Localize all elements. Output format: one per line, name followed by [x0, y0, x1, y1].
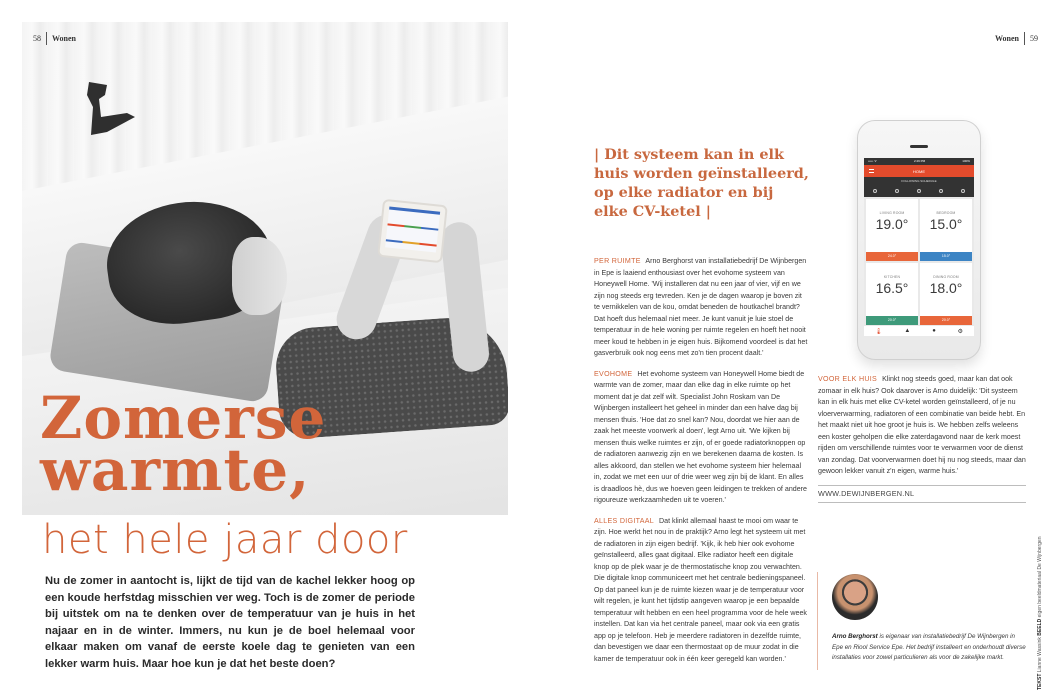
power-icon [961, 189, 965, 193]
section-text: Het evohome systeem van Honeywell Home biedt de warmte van de zomer, maar dan elke dag in elke ruimte op het moment dat je dat zelf wilt. Specialist John Roskam van De Wijnbergen installeert het geheel in minder dan een halve dag bij mensen thuis. 'Hoe dat zo snel kan? Nou, doordat we hier aan de zaak het meeste voorwerk al doen', legt Arno uit. 'We kijken bij mensen thuis welke ruimtes er zijn, of er goede radiatorknoppen op de radiatoren aanwezig zijn en we berekenen daarna de kosten. Is alles akkoord, dan stellen we het evohome systeem hier helemaal in, zodat we met een uur of drie weer weg zijn bij de klant. En alles is draadloos hè, dus we hoeven geen leidingen te trekken of andere rigoureuze werkzaamheden uit te voeren.' [594, 369, 807, 504]
section-evohome [594, 369, 809, 507]
battery-level: 100% [962, 159, 970, 163]
credit-text-author: Lianne Wassink [1037, 637, 1043, 673]
folio-left [33, 32, 76, 45]
zone-setpoint: 20.0° [866, 316, 918, 325]
section-lead: PER RUIMTE [594, 257, 641, 265]
section-name: Wonen [52, 34, 77, 43]
page-number: 59 [1030, 34, 1038, 43]
signal-icon: ••••• ᯤ [868, 159, 877, 163]
section-alles-digitaal [594, 516, 809, 666]
away-mode-icon [917, 189, 921, 193]
profile-bio [832, 632, 1027, 664]
zone-setpoint: 24.0° [866, 252, 918, 261]
phone-speaker [910, 145, 928, 148]
headline [40, 384, 327, 504]
headline-line-2: warmte, [40, 436, 311, 504]
app-header-title: HOME [913, 168, 925, 174]
app-bottom-nav [864, 326, 974, 336]
settings-gear-icon: ⚙ [957, 328, 964, 335]
zone-tile [866, 263, 918, 325]
woman-face [232, 237, 287, 315]
article-column-middle [594, 256, 809, 674]
status-time: 2:29 PM [913, 159, 926, 163]
controller-screen [385, 206, 440, 252]
profile-box [817, 572, 1027, 670]
profile-name: Arno Berghorst [832, 633, 878, 640]
hot-water-icon: ● [932, 328, 936, 334]
zone-temp: 18.0° [929, 280, 963, 296]
app-header [864, 165, 974, 177]
website-link[interactable]: WWW.DEWIJNBERGEN.NL [818, 485, 1026, 503]
rocking-horse-figure [77, 77, 147, 157]
section-voor-elk-huis [818, 374, 1026, 478]
headline-line-1: Zomerse [40, 384, 327, 452]
section-text: Dat klinkt allemaal haast te mooi om waar te zijn. Hoe werkt het nou in de praktijk? Arno legt het systeem uit met de radiatoren in zijn eigen bedrijf. 'Kijk, ik heb hier ook evohome geïnstalleerd, alles gaat digitaal. Elke radiator heeft een digitale knop op de plek waar je de thermostatische knop zou verwachten. Die digitale knop communiceert met het centrale bedieningspaneel. Op dat paneel kun je de ruimte kiezen waar je de temperatuur voor wilt regelen, je kunt het tijdstip aangeven waarop je een bepaalde temperatuur wilt hebben en een heel programma voor de hele week instellen. Dat kan via het centrale paneel, maar ook via een gratis app op je telefoon. Heb je meerdere radiatoren in dezelfde ruimte, dan bevestigen we daar een thermostaat op de muur zodat in die kamer de temperatuur ook in één keer geregeld kan worden.' [594, 516, 807, 663]
intro-paragraph: Nu de zomer in aantocht is, lijkt de tijd van de kachel lekker hoog op een koude herfstdag misschien ver weg. Toch is de zomer de periode bij uitstek om na te denken over de temperatuur van je huis in het najaar en in de winter. Immers, nu kun je de boel helemaal voor elkaar maken om vanaf de eerste koele dag te genieten van een lekker warm huis. Maar hoe kun je dat het beste doen? [45, 575, 415, 670]
avatar [832, 574, 878, 620]
section-lead: ALLES DIGITAAL [594, 516, 655, 525]
zone-tile [920, 199, 972, 261]
economy-mode-icon [895, 189, 899, 193]
thermometer-icon: 🌡 [874, 328, 883, 335]
zone-tiles [864, 197, 974, 327]
pull-quote: | Dit systeem kan in elk huis worden geïnstalleerd, op elke radiator en bij elke CV-ketel | [594, 146, 809, 220]
app-mode-icons [864, 185, 974, 197]
zone-room: DINING ROOM [933, 275, 959, 279]
article-column-right [818, 374, 1026, 487]
zone-room: LIVING ROOM [879, 211, 905, 215]
headline-subline: het hele jaar door [42, 517, 408, 563]
section-lead: EVOHOME [594, 369, 633, 378]
zone-room: KITCHEN [883, 275, 901, 279]
zone-temp: 15.0° [929, 216, 963, 232]
custom-mode-icon [939, 189, 943, 193]
page-number: 58 [33, 34, 41, 43]
credit-text-label: TEKST [1037, 673, 1043, 690]
phone-screen [864, 158, 974, 336]
auto-mode-icon [873, 189, 877, 193]
profile-description: is eigenaar van installatiebedrijf De Wijnbergen in Epe en Riool Service Epe. Het bedrijf installeert en onderhoudt diverse installaties voor zowel particulieren als voor de zakelijke markt. [832, 633, 1026, 661]
zone-setpoint: 15.0° [920, 252, 972, 261]
zone-tile [920, 263, 972, 325]
folio-divider [1024, 32, 1025, 45]
zone-temp: 19.0° [875, 216, 909, 232]
folio-divider [46, 32, 47, 45]
zone-setpoint: 20.0° [920, 316, 972, 325]
section-per-ruimte [594, 256, 809, 360]
zone-room: BEDROOM [936, 211, 956, 215]
credit-photo-label: BEELD [1037, 618, 1043, 636]
app-status-bar [864, 158, 974, 165]
hamburger-menu-icon [869, 169, 874, 173]
section-lead: VOOR ELK HUIS [818, 375, 878, 383]
app-subheader: FOLLOWING SCHEDULE [864, 177, 974, 185]
section-name: Wonen [994, 34, 1019, 43]
thermostat-controller [377, 199, 448, 263]
photo-credit [1037, 536, 1043, 690]
section-text: Klinkt nog steeds goed, maar kan dat ook zomaar in elk huis? Ook daarover is Arno duidelijk: 'Dit systeem kan in elk huis met elke CV-ketel worden geïnstalleerd, of je nu vloerverwarming, radiatoren of een combinatie van beide hebt. En het maakt niet uit hoe groot je huis is. We hebben zelfs weleens een koster geholpen die elke zaterdagavond naar de kerk moest rijden om verschillende ruimtes voor te verwarmen voor de dienst van zondag. Dat voorverwarmen doet hij nu nog steeds, maar dan gewoon lekker vanuit z'n eigen, warme huis.' [818, 375, 1026, 475]
lock-icon: ▲ [904, 328, 911, 334]
zone-temp: 16.5° [875, 280, 909, 296]
zone-tile [866, 199, 918, 261]
section-text: Arno Berghorst van installatiebedrijf De Wijnbergen in Epe is laaiend enthousiast over het evohome systeem van Honeywell Home. 'Wij installeren dat nu een jaar of vier, vijf en we zijn nog steeds erg tevreden. Ken je de dagen waarop je boven zit te vernikkelen van de kou, omdat beneden de houtkachel brandt? Dat hoeft dus helemaal niet meer. Je kunt vanuit je luie stoel de temperatuur in de hele woning per ruimte regelen en hoeft het nooit meer koud te hebben in je eigen huis. Bijkomend voordeel is dat het gasverbruik ook nog eens met zo'n tien procent daalt.' [594, 257, 808, 357]
folio-right [995, 32, 1038, 45]
smartphone-app-image [857, 120, 981, 360]
credit-photo-source: eigen beeldmateriaal De Wijnbergen [1037, 536, 1043, 618]
